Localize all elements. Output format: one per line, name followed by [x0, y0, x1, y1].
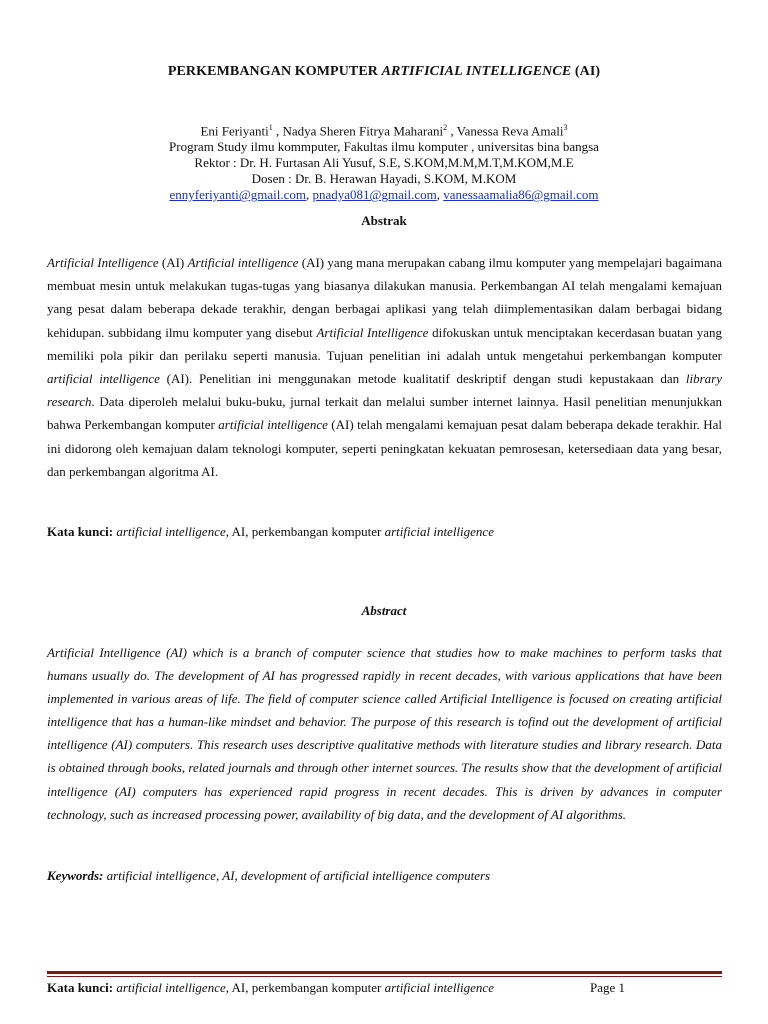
- abstrak-seg-7: artificial intelligence: [47, 371, 160, 387]
- abstrak-seg-10: . Data diperoleh melalui buku-buku, jurnal terkait dan melalui sumber internet lainnya. Hasil penelitian menunjukkan bahwa Perkembangan komputer: [47, 394, 722, 433]
- author-1-sup: 1: [268, 123, 273, 132]
- author-2: , Nadya Sheren Fitrya Maharani: [272, 123, 444, 139]
- footer-k2: , AI, perkembangan komputer: [225, 980, 385, 995]
- abstrak-seg-8: (AI). Penelitian ini menggunakan metode kualitatif deskriptif dengan studi kepustakaan dan: [159, 371, 686, 387]
- kata-kunci-k3: artificial intelligence: [384, 524, 494, 539]
- kata-kunci: [47, 524, 727, 540]
- email-sep-2: ,: [436, 187, 444, 203]
- title-part2: (AI): [571, 64, 601, 79]
- abstrak-seg-2: (AI): [158, 255, 188, 270]
- abstrak-seg-4: (AI) yang mana merupakan cabang ilmu komputer yang mempelajari bagaimana membuat mesin untuk melakukan tugas-tugas yang biasanya dilakukan manusia. Perkembangan AI telah mengalami kemajuan yang pesat dalam beberapa dekade terakhir, dengan berbagai aplikasi yang telah diimplementasikan dalam berbagai bidang kehidupan. subbidang ilmu komputer yang disebut: [47, 255, 722, 340]
- abstrak-seg-3: Artificial intelligence: [187, 255, 299, 270]
- author-2-sup: 2: [443, 123, 448, 132]
- author-emails: [0, 187, 768, 203]
- kata-kunci-k1: artificial intelligence: [113, 524, 226, 539]
- abstrak-seg-11: artificial intelligence: [218, 417, 328, 433]
- affiliation-program: Program Study ilmu kommputer, Fakultas ilmu komputer , universitas bina bangsa: [169, 139, 599, 155]
- email-link-1[interactable]: ennyferiyanti@gmail.com: [169, 187, 306, 203]
- abstract-heading: Abstract: [361, 603, 407, 618]
- author-3: , Vanessa Reva Amali: [447, 123, 564, 139]
- keywords-text: artificial intelligence, AI, development of artificial intelligence computers: [103, 868, 491, 883]
- footer-rule-thin: [47, 976, 722, 977]
- author-1: Eni Feriyanti: [200, 123, 269, 139]
- author-names: [0, 120, 768, 139]
- affiliation-dosen: Dosen : Dr. B. Herawan Hayadi, S.KOM, M.KOM: [251, 171, 517, 187]
- email-sep-1: ,: [305, 187, 313, 203]
- abstract-paragraph: Artificial Intelligence (AI) which is a branch of computer science that studies how to make machines to perform tasks that humans usually do. The development of AI has progressed rapidly in recent decades, with various applications that have been implemented in various areas of life. The field of computer science called Artificial Intelligence is focused on creating artificial intelligence that has a human-like mindset and behavior. The purpose of this research is tofind out the development of artificial intelligence (AI) computers. This research uses descriptive qualitative methods with literature studies and library research. Data is obtained through books, related journals and through other internet sources. The results show that the development of artificial intelligence (AI) computers has experienced rapid progress in recent decades. This is driven by advances in computer technology, such as increased processing power, availability of big data, and the development of AI algorithms.: [47, 645, 722, 822]
- page-number: Page 1: [590, 980, 626, 995]
- kata-kunci-k2: , AI, perkembangan komputer: [225, 524, 385, 539]
- author-block: [0, 120, 768, 203]
- footer-k3: artificial intelligence: [384, 980, 494, 995]
- abstrak-seg-12: (AI) telah mengalami kemajuan pesat dalam beberapa dekade terakhir. Hal ini didorong oleh kemajuan dalam teknologi komputer, seperti peningkatan kekuatan pemrosesan, ketersediaan data yang besar, dan perkembangan algoritma AI.: [47, 417, 722, 479]
- footer-rule-thick: [47, 971, 722, 974]
- title-part1: PERKEMBANGAN KOMPUTER: [167, 64, 382, 79]
- affiliation-rektor: Rektor : Dr. H. Furtasan Ali Yusuf, S.E, S.KOM,M.M,M.T,M.KOM,M.E: [194, 155, 574, 171]
- footer-label: Kata kunci:: [47, 980, 114, 995]
- email-link-3[interactable]: vanessaamalia86@gmail.com: [443, 187, 599, 203]
- paper-title: [0, 64, 768, 80]
- abstrak-seg-6: difokuskan untuk menciptakan kecerdasan buatan yang memiliki pola pikir dan perilaku seperti manusia. Tujuan penelitian ini adalah untuk mengetahui perkembangan komputer: [47, 324, 722, 363]
- abstrak-heading: Abstrak: [361, 213, 407, 228]
- keywords: [47, 868, 727, 884]
- title-italic: ARTIFICIAL INTELLIGENCE: [381, 64, 572, 79]
- email-link-2[interactable]: pnadya081@gmail.com: [312, 187, 437, 203]
- abstrak-seg-9: library research: [47, 371, 723, 410]
- abstrak-paragraph: [47, 251, 722, 483]
- footer-k1: artificial intelligence: [113, 980, 226, 995]
- abstrak-seg-5: Artificial Intelligence: [316, 324, 429, 340]
- keywords-label: Keywords:: [47, 868, 104, 883]
- kata-kunci-label: Kata kunci:: [47, 524, 114, 539]
- author-3-sup: 3: [563, 123, 568, 132]
- abstrak-seg-1: Artificial Intelligence: [47, 255, 159, 270]
